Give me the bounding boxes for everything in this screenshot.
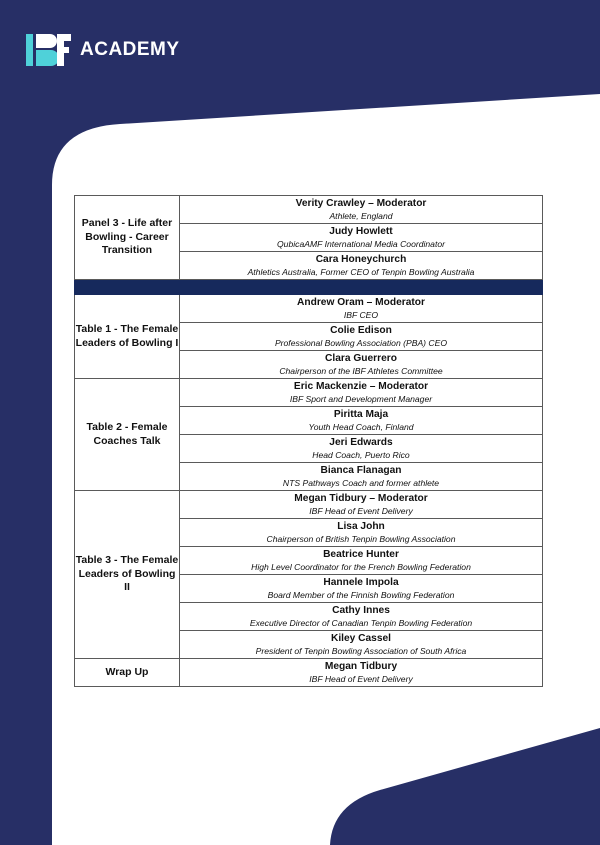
speaker-cell: [180, 631, 543, 659]
speaker-name: Cathy Innes: [332, 605, 390, 616]
session-title: Wrap Up: [75, 659, 180, 687]
speaker-name: Colie Edison: [330, 325, 392, 336]
speaker-cell: [180, 659, 543, 687]
speaker-name: Kiley Cassel: [330, 633, 392, 644]
speaker-cell: [180, 491, 543, 519]
speaker-name: Judy Howlett: [329, 226, 393, 237]
speaker-role: NTS Pathways Coach and former athlete: [282, 478, 440, 488]
speaker-role: IBF CEO: [343, 310, 379, 320]
speaker-name: Eric Mackenzie – Moderator: [293, 381, 429, 392]
speaker-name: Beatrice Hunter: [323, 549, 399, 560]
speaker-role: Board Member of the Finnish Bowling Federation: [267, 590, 455, 600]
speaker-role: Professional Bowling Association (PBA) CEO: [274, 338, 448, 348]
session-title: Table 3 - The Female Leaders of Bowling II: [75, 491, 180, 659]
speaker-name: Hannele Impola: [323, 577, 399, 588]
speaker-role: Executive Director of Canadian Tenpin Bowling Federation: [249, 618, 473, 628]
speaker-cell: [180, 323, 543, 351]
speaker-role: Youth Head Coach, Finland: [308, 422, 414, 432]
speaker-name: Bianca Flanagan: [320, 465, 402, 476]
speaker-cell: [180, 575, 543, 603]
speaker-role: IBF Head of Event Delivery: [309, 674, 413, 684]
speaker-role: High Level Coordinator for the French Bowling Federation: [251, 562, 471, 572]
speaker-name: Lisa John: [337, 521, 385, 532]
speaker-cell: [180, 407, 543, 435]
speaker-cell: [180, 379, 543, 407]
speaker-role: QubicaAMF International Media Coordinator: [277, 239, 445, 249]
speaker-name: Jeri Edwards: [329, 437, 393, 448]
speaker-cell: [180, 547, 543, 575]
schedule-table: [74, 195, 543, 687]
speaker-role: President of Tenpin Bowling Association of South Africa: [255, 646, 467, 656]
speaker-cell: [180, 351, 543, 379]
speaker-name: Andrew Oram – Moderator: [297, 297, 425, 308]
speaker-name: Piritta Maja: [333, 409, 389, 420]
speaker-cell: [180, 603, 543, 631]
speaker-cell: [180, 196, 543, 224]
speaker-role: Chairperson of British Tenpin Bowling Association: [266, 534, 456, 544]
table-row: [75, 491, 543, 519]
academy-wordmark: ACADEMY: [80, 39, 180, 60]
table-row: [75, 196, 543, 224]
session-title: Table 1 - The Female Leaders of Bowling I: [75, 295, 180, 379]
speaker-role: Athlete, England: [329, 211, 393, 221]
speaker-cell: [180, 224, 543, 252]
section-divider: [75, 280, 543, 295]
speaker-name: Megan Tidbury: [324, 661, 398, 672]
speaker-cell: [180, 295, 543, 323]
speaker-role: Chairperson of the IBF Athletes Committee: [279, 366, 443, 376]
speaker-name: Clara Guerrero: [325, 353, 397, 364]
speaker-name: Megan Tidbury – Moderator: [294, 493, 428, 504]
speaker-role: IBF Sport and Development Manager: [289, 394, 433, 404]
session-title: Table 2 - Female Coaches Talk: [75, 379, 180, 491]
speaker-cell: [180, 252, 543, 280]
table-row: [75, 379, 543, 407]
speaker-role: Head Coach, Puerto Rico: [312, 450, 410, 460]
speaker-name: Verity Crawley – Moderator: [295, 198, 427, 209]
session-title: Panel 3 - Life after Bowling - Career Transition: [75, 196, 180, 280]
ibf-academy-logo: [24, 30, 180, 70]
table-row: [75, 295, 543, 323]
speaker-cell: [180, 435, 543, 463]
divider-bar: [75, 280, 543, 295]
speaker-role: Athletics Australia, Former CEO of Tenpin Bowling Australia: [247, 267, 475, 277]
speaker-role: IBF Head of Event Delivery: [309, 506, 413, 516]
table-row: [75, 659, 543, 687]
ibf-logo-mark: [24, 30, 74, 70]
speaker-name: Cara Honeychurch: [315, 254, 407, 265]
speaker-cell: [180, 463, 543, 491]
speaker-cell: [180, 519, 543, 547]
